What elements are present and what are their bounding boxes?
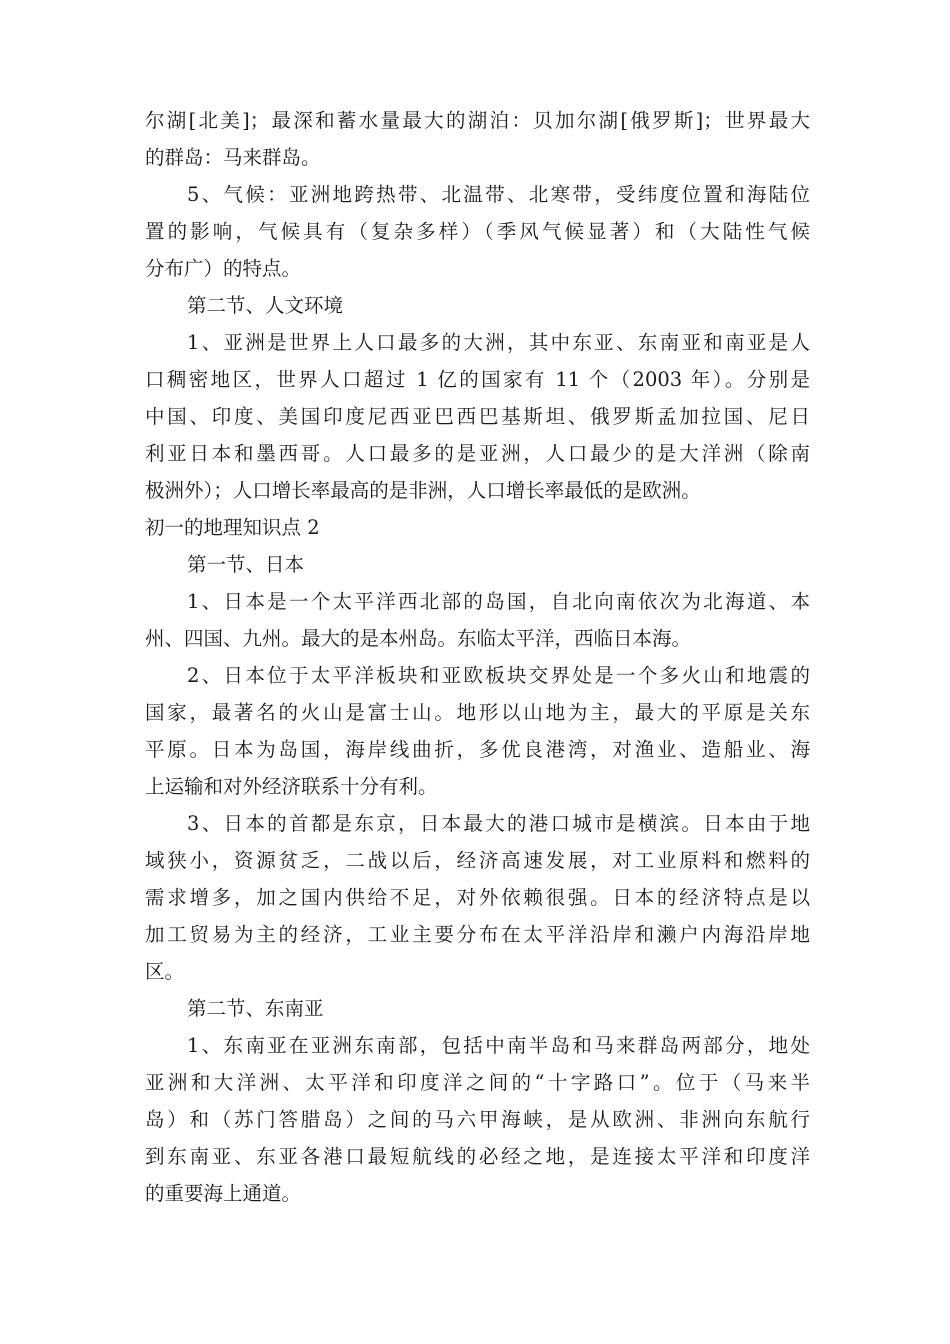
text-line: 平原。日本为岛国，海岸线曲折，多优良港湾，对渔业、造船业、海 (145, 738, 810, 761)
section-heading-human-environment: 第二节、人文环境 (187, 294, 344, 317)
text-line: 域狭小，资源贫乏，二战以后，经济高速发展，对工业原料和燃料的 (145, 849, 810, 872)
text-line: 2、日本位于太平洋板块和亚欧板块交界处是一个多火山和地震的 (187, 664, 810, 687)
document-page (145, 102, 810, 1212)
text-line: 的重要海上通道。 (145, 1182, 302, 1205)
paragraph-climate (145, 176, 810, 287)
text-line: 1、日本是一个太平洋西北部的岛国，自北向南依次为北海道、本 (187, 590, 810, 613)
paragraph-southeast-asia (145, 1027, 810, 1212)
document-subtitle: 初一的地理知识点 2 (145, 516, 320, 539)
text-line: 1、亚洲是世界上人口最多的大洲，其中东亚、东南亚和南亚是人 (187, 331, 810, 354)
text-line: 州、四国、九州。最大的是本州岛。东临太平洋，西临日本海。 (145, 627, 692, 650)
paragraph-lakes (145, 102, 810, 176)
text-line: 上运输和对外经济联系十分有利。 (145, 775, 438, 798)
text-line: 亚洲和大洋洲、太平洋和印度洋之间的“十字路口”。位于（马来半 (145, 1071, 810, 1094)
text-line: 1、东南亚在亚洲东南部，包括中南半岛和马来群岛两部分，地处 (187, 1034, 810, 1057)
section-heading-japan: 第一节、日本 (187, 553, 305, 576)
text-line: 3、日本的首都是东京，日本最大的港口城市是横滨。日本由于地 (187, 812, 810, 835)
text-line: 国家，最著名的火山是富士山。地形以山地为主，最大的平原是关东 (145, 701, 810, 724)
text-line: 极洲外）；人口增长率最高的是非洲，人口增长率最低的是欧洲。 (145, 479, 701, 502)
text-line: 岛）和（苏门答腊岛）之间的马六甲海峡，是从欧洲、非洲向东航行 (145, 1108, 810, 1131)
text-line: 区。 (145, 960, 185, 983)
text-line: 中国、印度、美国印度尼西亚巴西巴基斯坦、俄罗斯孟加拉国、尼日 (145, 405, 810, 428)
paragraph-japan-economy (145, 805, 810, 990)
text-line: 尔湖[北美]；最深和蓄水量最大的湖泊：贝加尔湖[俄罗斯]；世界最大 (145, 109, 810, 132)
text-line: 的群岛：马来群岛。 (145, 146, 321, 169)
paragraph-japan-terrain (145, 657, 810, 805)
paragraph-population (145, 324, 810, 509)
paragraph-japan-location (145, 583, 810, 657)
text-line: 加工贸易为主的经济，工业主要分布在太平洋沿岸和濑户内海沿岸地 (145, 923, 810, 946)
text-line: 利亚日本和墨西哥。人口最多的是亚洲，人口最少的是大洋洲（除南 (145, 442, 810, 465)
text-line: 口稠密地区，世界人口超过 1 亿的国家有 11 个（2003 年）。分别是 (145, 368, 810, 391)
text-line: 到东南亚、东亚各港口最短航线的必经之地，是连接太平洋和印度洋 (145, 1145, 810, 1168)
text-line: 需求增多，加之国内供给不足，对外依赖很强。日本的经济特点是以 (145, 886, 810, 909)
section-heading-southeast-asia: 第二节、东南亚 (187, 997, 324, 1020)
text-line: 分布广）的特点。 (145, 257, 302, 280)
text-line: 5、气候：亚洲地跨热带、北温带、北寒带，受纬度位置和海陆位 (187, 183, 810, 206)
text-line: 置的影响，气候具有（复杂多样）（季风气候显著）和（大陆性气候 (145, 220, 810, 243)
